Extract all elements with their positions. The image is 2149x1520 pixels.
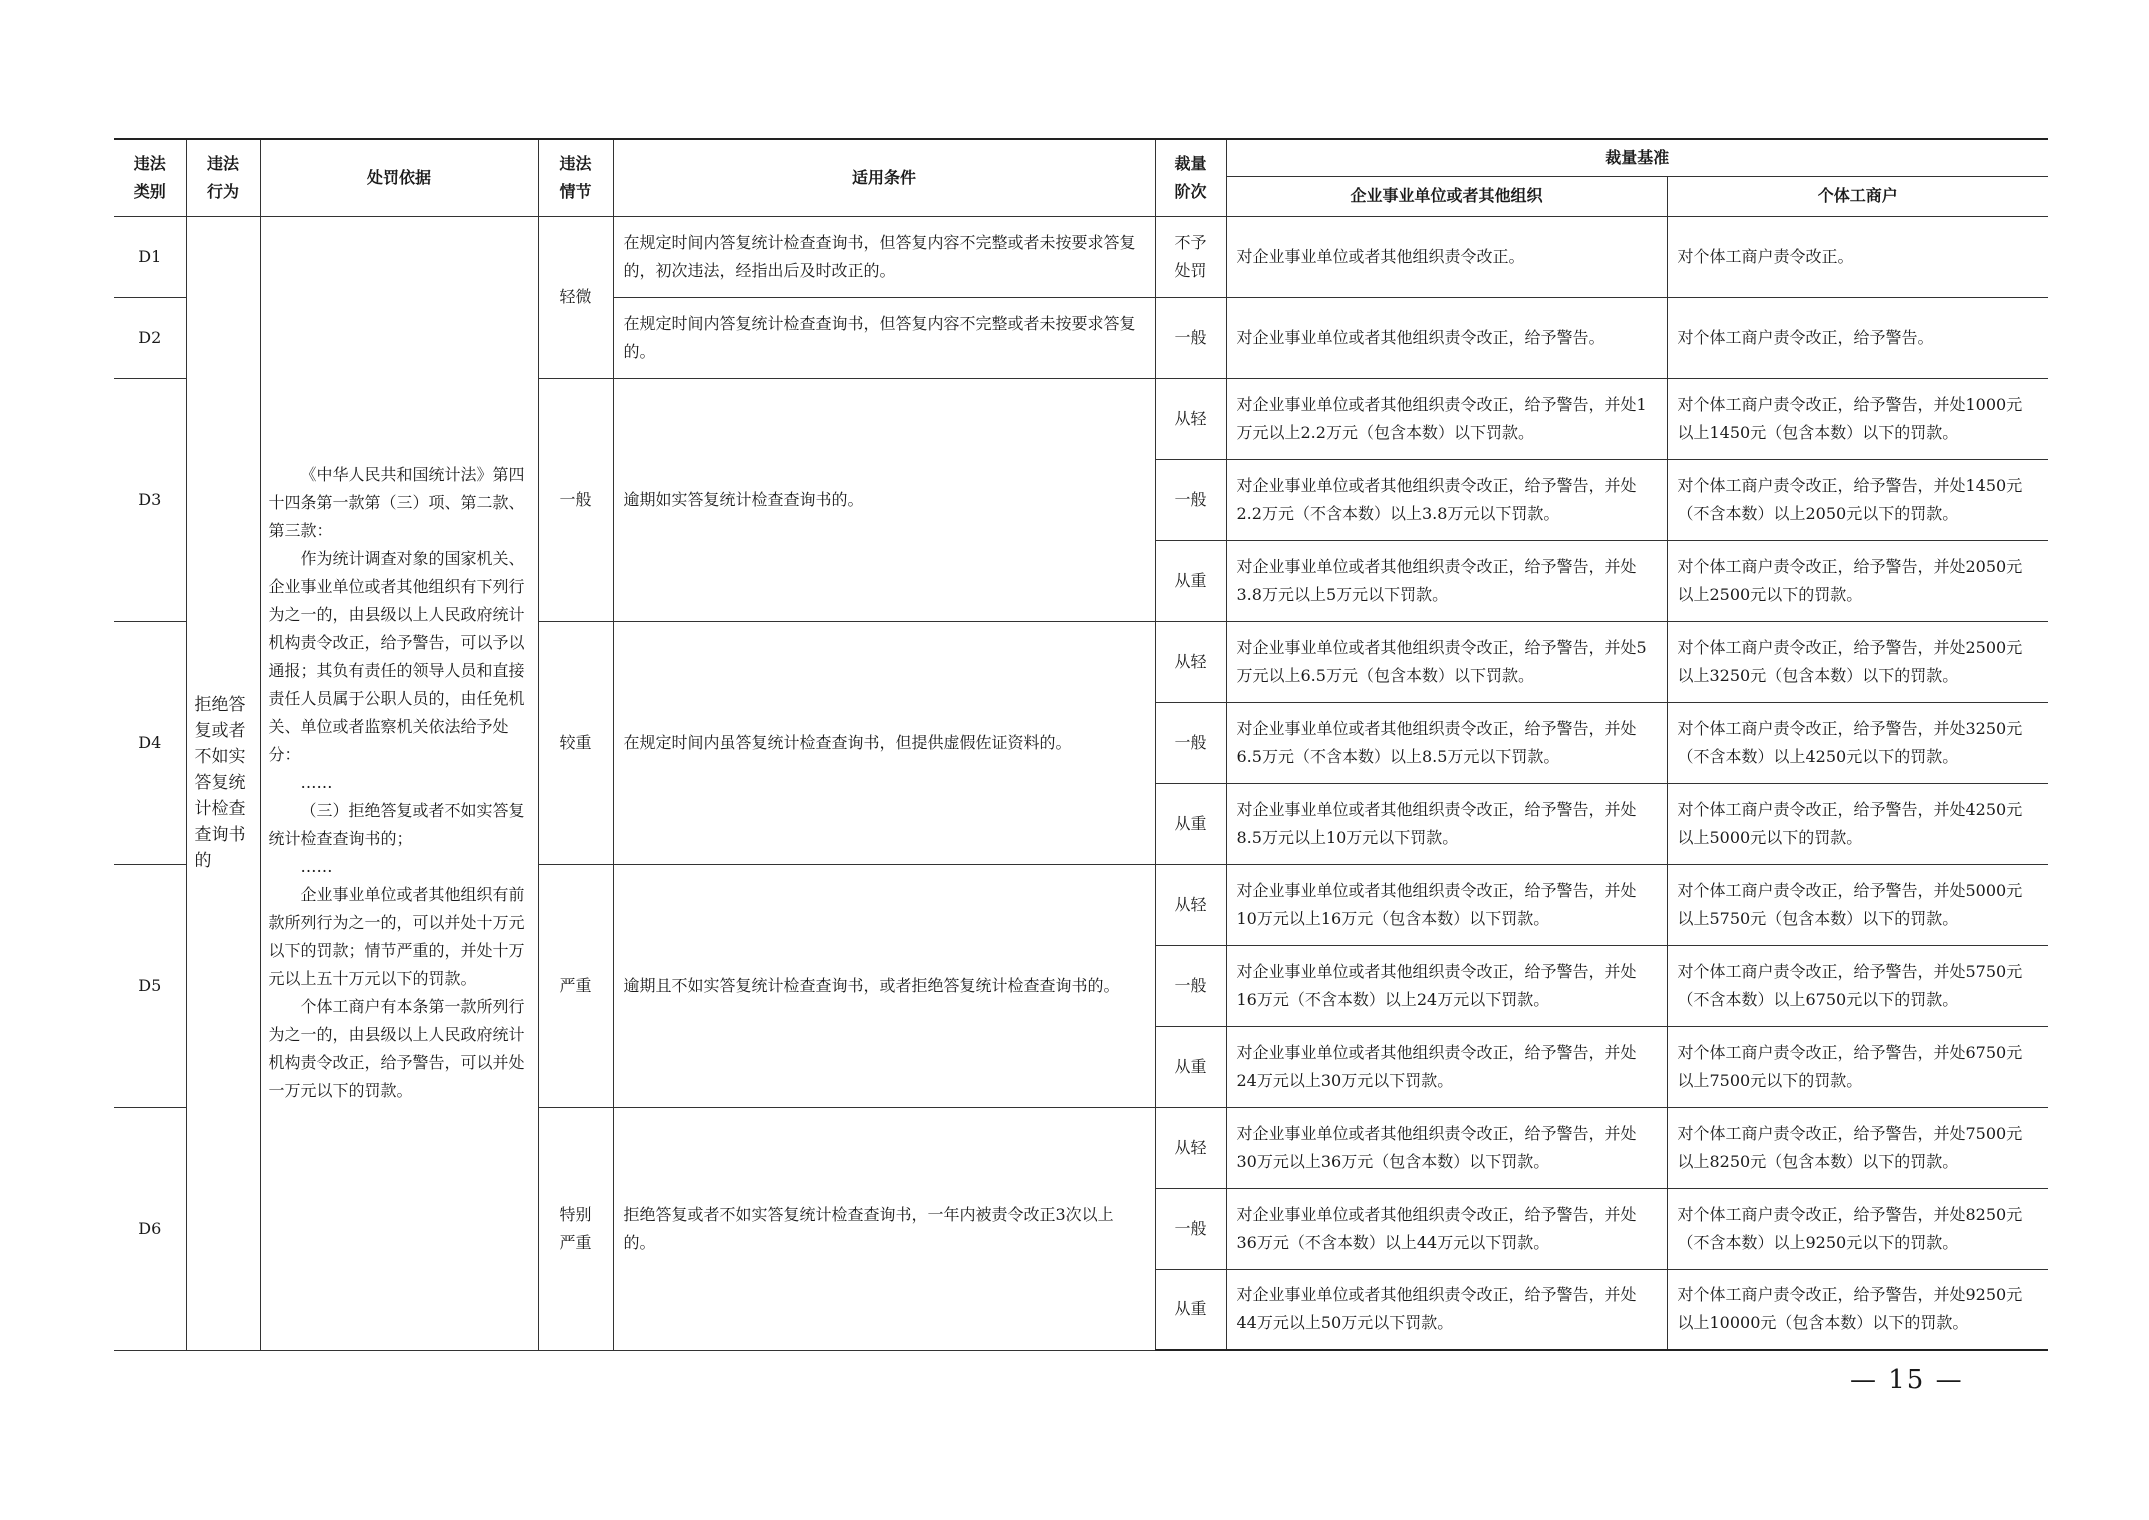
org-standard-cell: 对企业事业单位或者其他组织责令改正，给予警告，并处10万元以上16万元（包含本数）以下罚款。 [1226,864,1667,945]
behavior-cell: 拒绝答复或者不如实答复统计检查查询书的 [186,216,260,1350]
individual-standard-cell: 对个体工商户责令改正，给予警告，并处5000元以上5750元（包含本数）以下的罚款。 [1667,864,2048,945]
discretion-table [114,138,2048,1351]
circumstance-cell: 一般 [538,378,613,621]
org-standard-cell: 对企业事业单位或者其他组织责令改正，给予警告，并处30万元以上36万元（包含本数）以下罚款。 [1226,1107,1667,1188]
org-standard-cell: 对企业事业单位或者其他组织责令改正，给予警告，并处36万元（不含本数）以上44万元以下罚款。 [1226,1188,1667,1269]
individual-standard-cell: 对个体工商户责令改正，给予警告，并处9250元以上10000元（包含本数）以下的罚款。 [1667,1269,2048,1350]
individual-standard-cell: 对个体工商户责令改正，给予警告，并处5750元（不含本数）以上6750元以下的罚款。 [1667,945,2048,1026]
table-row [114,216,2048,297]
circumstance-cell: 较重 [538,621,613,864]
level-cell: 从重 [1155,783,1226,864]
basis-paragraph: …… [300,857,333,876]
level-cell: 从轻 [1155,621,1226,702]
condition-cell: 逾期且不如实答复统计检查查询书，或者拒绝答复统计检查查询书的。 [613,864,1155,1107]
individual-standard-cell: 对个体工商户责令改正，给予警告。 [1667,297,2048,378]
level-cell: 一般 [1155,297,1226,378]
basis-paragraph: …… [300,773,333,792]
category-cell: D3 [114,378,186,621]
header-condition: 适用条件 [613,139,1155,216]
level-cell: 从轻 [1155,864,1226,945]
circumstance-cell: 轻微 [538,216,613,378]
category-cell: D1 [114,216,186,297]
basis-paragraph: （三）拒绝答复或者不如实答复统计检查查询书的； [268,801,525,848]
category-cell: D5 [114,864,186,1107]
individual-standard-cell: 对个体工商户责令改正，给予警告，并处2050元以上2500元以下的罚款。 [1667,540,2048,621]
individual-standard-cell: 对个体工商户责令改正，给予警告，并处4250元以上5000元以下的罚款。 [1667,783,2048,864]
condition-cell: 拒绝答复或者不如实答复统计检查查询书，一年内被责令改正3次以上的。 [613,1107,1155,1350]
category-cell: D6 [114,1107,186,1350]
level-cell: 一般 [1155,945,1226,1026]
level-cell: 从轻 [1155,1107,1226,1188]
org-standard-cell: 对企业事业单位或者其他组织责令改正，给予警告，并处3.8万元以上5万元以下罚款。 [1226,540,1667,621]
org-standard-cell: 对企业事业单位或者其他组织责令改正，给予警告，并处24万元以上30万元以下罚款。 [1226,1026,1667,1107]
level-cell: 不予 处罚 [1155,216,1226,297]
level-cell: 一般 [1155,1188,1226,1269]
basis-paragraph: 个体工商户有本条第一款所列行为之一的，由县级以上人民政府统计机构责令改正，给予警告，可以并处一万元以下的罚款。 [268,997,525,1100]
level-cell: 从重 [1155,1026,1226,1107]
org-standard-cell: 对企业事业单位或者其他组织责令改正，给予警告，并处5万元以上6.5万元（包含本数）以下罚款。 [1226,621,1667,702]
individual-standard-cell: 对个体工商户责令改正，给予警告，并处3250元（不含本数）以上4250元以下的罚款。 [1667,702,2048,783]
circumstance-cell: 严重 [538,864,613,1107]
header-category: 违法 类别 [114,139,186,216]
org-standard-cell: 对企业事业单位或者其他组织责令改正，给予警告，并处8.5万元以上10万元以下罚款。 [1226,783,1667,864]
basis-cell [260,216,538,1350]
condition-cell: 在规定时间内答复统计检查查询书，但答复内容不完整或者未按要求答复的，初次违法，经指出后及时改正的。 [613,216,1155,297]
level-cell: 一般 [1155,459,1226,540]
individual-standard-cell: 对个体工商户责令改正，给予警告，并处1450元（不含本数）以上2050元以下的罚款。 [1667,459,2048,540]
header-org: 企业事业单位或者其他组织 [1226,176,1667,216]
level-cell: 一般 [1155,702,1226,783]
org-standard-cell: 对企业事业单位或者其他组织责令改正，给予警告。 [1226,297,1667,378]
basis-paragraph: 企业事业单位或者其他组织有前款所列行为之一的，可以并处十万元以下的罚款；情节严重的，并处十万元以上五十万元以下的罚款。 [268,885,525,988]
header-individual: 个体工商户 [1667,176,2048,216]
page-number: — 15 — [1850,1365,1964,1395]
header-level: 裁量 阶次 [1155,139,1226,216]
header-circumstance: 违法 情节 [538,139,613,216]
individual-standard-cell: 对个体工商户责令改正，给予警告，并处6750元以上7500元以下的罚款。 [1667,1026,2048,1107]
condition-cell: 逾期如实答复统计检查查询书的。 [613,378,1155,621]
org-standard-cell: 对企业事业单位或者其他组织责令改正，给予警告，并处16万元（不含本数）以上24万元以下罚款。 [1226,945,1667,1026]
level-cell: 从轻 [1155,378,1226,459]
individual-standard-cell: 对个体工商户责令改正，给予警告，并处2500元以上3250元（包含本数）以下的罚款。 [1667,621,2048,702]
individual-standard-cell: 对个体工商户责令改正，给予警告，并处1000元以上1450元（包含本数）以下的罚款。 [1667,378,2048,459]
category-cell: D2 [114,297,186,378]
header-standard: 裁量基准 [1226,139,2048,176]
org-standard-cell: 对企业事业单位或者其他组织责令改正，给予警告，并处2.2万元（不含本数）以上3.8万元以下罚款。 [1226,459,1667,540]
level-cell: 从重 [1155,1269,1226,1350]
condition-cell: 在规定时间内虽答复统计检查查询书，但提供虚假佐证资料的。 [613,621,1155,864]
individual-standard-cell: 对个体工商户责令改正。 [1667,216,2048,297]
header-behavior: 违法 行为 [186,139,260,216]
header-basis: 处罚依据 [260,139,538,216]
level-cell: 从重 [1155,540,1226,621]
condition-cell: 在规定时间内答复统计检查查询书，但答复内容不完整或者未按要求答复的。 [613,297,1155,378]
circumstance-cell: 特别 严重 [538,1107,613,1350]
org-standard-cell: 对企业事业单位或者其他组织责令改正，给予警告，并处44万元以上50万元以下罚款。 [1226,1269,1667,1350]
org-standard-cell: 对企业事业单位或者其他组织责令改正，给予警告，并处6.5万元（不含本数）以上8.5万元以下罚款。 [1226,702,1667,783]
org-standard-cell: 对企业事业单位或者其他组织责令改正，给予警告，并处1万元以上2.2万元（包含本数）以下罚款。 [1226,378,1667,459]
basis-paragraph: 《中华人民共和国统计法》第四十四条第一款第（三）项、第二款、第三款： [268,465,525,540]
basis-paragraph: 作为统计调查对象的国家机关、企业事业单位或者其他组织有下列行为之一的，由县级以上人民政府统计机构责令改正，给予警告，可以予以通报；其负有责任的领导人员和直接责任人员属于公职人员的，由任免机关、单位或者监察机关依法给予处分： [268,549,525,764]
individual-standard-cell: 对个体工商户责令改正，给予警告，并处8250元（不含本数）以上9250元以下的罚款。 [1667,1188,2048,1269]
category-cell: D4 [114,621,186,864]
individual-standard-cell: 对个体工商户责令改正，给予警告，并处7500元以上8250元（包含本数）以下的罚款。 [1667,1107,2048,1188]
org-standard-cell: 对企业事业单位或者其他组织责令改正。 [1226,216,1667,297]
